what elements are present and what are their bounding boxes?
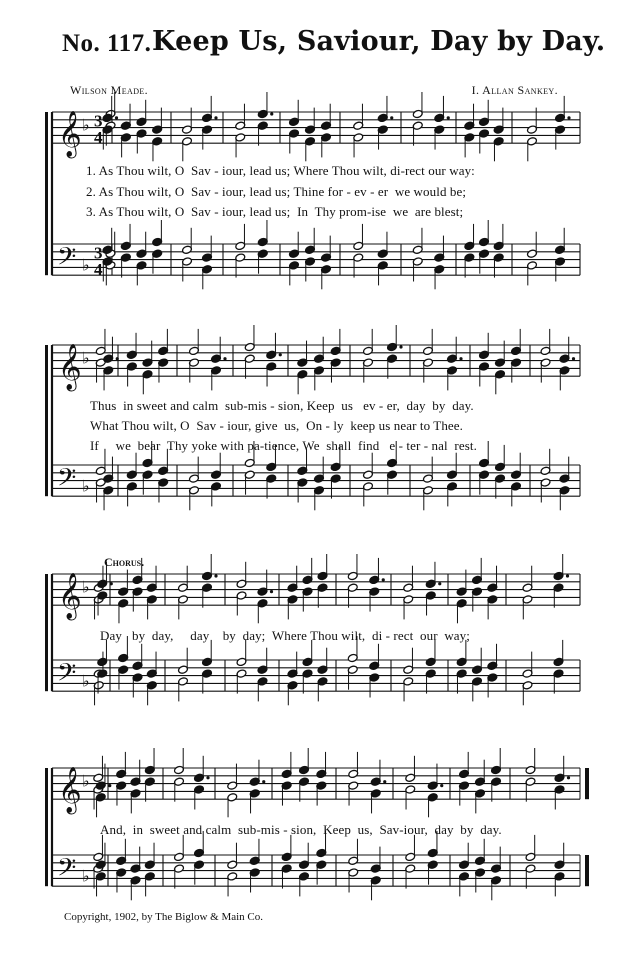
final-barline — [585, 768, 589, 799]
lyric-line: 1. As Thou wilt, O Sav - iour, lead us; Where Thou wilt, di-rect our way: — [86, 163, 475, 178]
dot — [262, 780, 265, 783]
dot — [382, 578, 385, 581]
composer-credit: I. Allan Sankey. — [471, 83, 558, 97]
dot — [399, 345, 402, 348]
treble-clef: 𝄞 — [58, 111, 82, 158]
dot — [459, 357, 462, 360]
dot — [116, 357, 119, 360]
time-signature-top: 3 — [94, 243, 103, 263]
flat-key-signature: ♭ — [82, 348, 90, 368]
flat-key-signature: ♭ — [82, 577, 90, 597]
dot — [108, 784, 111, 787]
dot — [438, 582, 441, 585]
system-brace — [45, 112, 48, 275]
dot — [390, 116, 393, 119]
dot — [223, 357, 226, 360]
flat-key-signature: ♭ — [82, 255, 90, 275]
system-brace — [45, 768, 48, 886]
copyright-notice: Copyright, 1902, by The Biglow & Main Co. — [64, 911, 264, 923]
lyric-line: What Thou wilt, O Sav - iour, give us, On - ly keep us near to Thee. — [90, 418, 464, 433]
flat-key-signature: ♭ — [82, 671, 90, 691]
lyric-line: And, in sweet and calm sub-mis - sion, Keep us, Sav-iour, day by day. — [100, 822, 502, 837]
treble-clef: 𝄞 — [58, 573, 82, 620]
flat-key-signature: ♭ — [82, 866, 90, 886]
dot — [567, 776, 570, 779]
dot — [115, 116, 118, 119]
dot — [214, 116, 217, 119]
lyricist-credit: Wilson Meade. — [70, 83, 149, 97]
lyric-line: 3. As Thou wilt, O Sav - iour, lead us; In Thy prom-ise we are blest; — [86, 204, 464, 219]
lyric-line: If we bear Thy yoke with pa-tience, We shall find e - ter - nal rest. — [90, 438, 477, 453]
chorus-label: Chorus. — [104, 555, 145, 569]
flat-key-signature: ♭ — [82, 476, 90, 496]
time-signature-bottom: 4 — [94, 128, 103, 148]
final-barline — [585, 855, 589, 886]
dot — [206, 776, 209, 779]
dot — [270, 590, 273, 593]
lyric-line: Thus in sweet and calm sub-mis - sion, Keep us ev - er, day by day. — [90, 398, 474, 413]
dot — [110, 582, 113, 585]
dot — [214, 574, 217, 577]
bass-clef: 𝄢 — [57, 658, 77, 694]
dot — [279, 353, 282, 356]
lyric-line: 2. As Thou wilt, O Sav - iour, lead us; Thine for - ev - er we would be; — [86, 184, 467, 199]
dot — [572, 357, 575, 360]
flat-key-signature: ♭ — [82, 115, 90, 135]
dot — [447, 116, 450, 119]
hymn-number: No. 117. — [62, 30, 152, 57]
dot — [566, 574, 569, 577]
bass-clef: 𝄢 — [57, 853, 77, 889]
dot — [567, 116, 570, 119]
lyric-line: Day by day, day by day; Where Thou wilt, di - rect our way; — [100, 628, 470, 643]
time-signature-bottom: 4 — [94, 260, 103, 280]
bass-clef: 𝄢 — [57, 242, 77, 278]
system-brace — [45, 574, 48, 691]
treble-clef: 𝄞 — [58, 767, 82, 814]
bass-clef: 𝄢 — [57, 463, 77, 499]
flat-key-signature: ♭ — [82, 771, 90, 791]
system-brace — [45, 345, 48, 496]
dot — [270, 112, 273, 115]
dot — [383, 780, 386, 783]
treble-clef: 𝄞 — [58, 344, 82, 391]
time-signature-top: 3 — [94, 111, 103, 131]
hymn-title: Keep Us, Saviour, Day by Day. — [152, 26, 606, 57]
dot — [440, 784, 443, 787]
